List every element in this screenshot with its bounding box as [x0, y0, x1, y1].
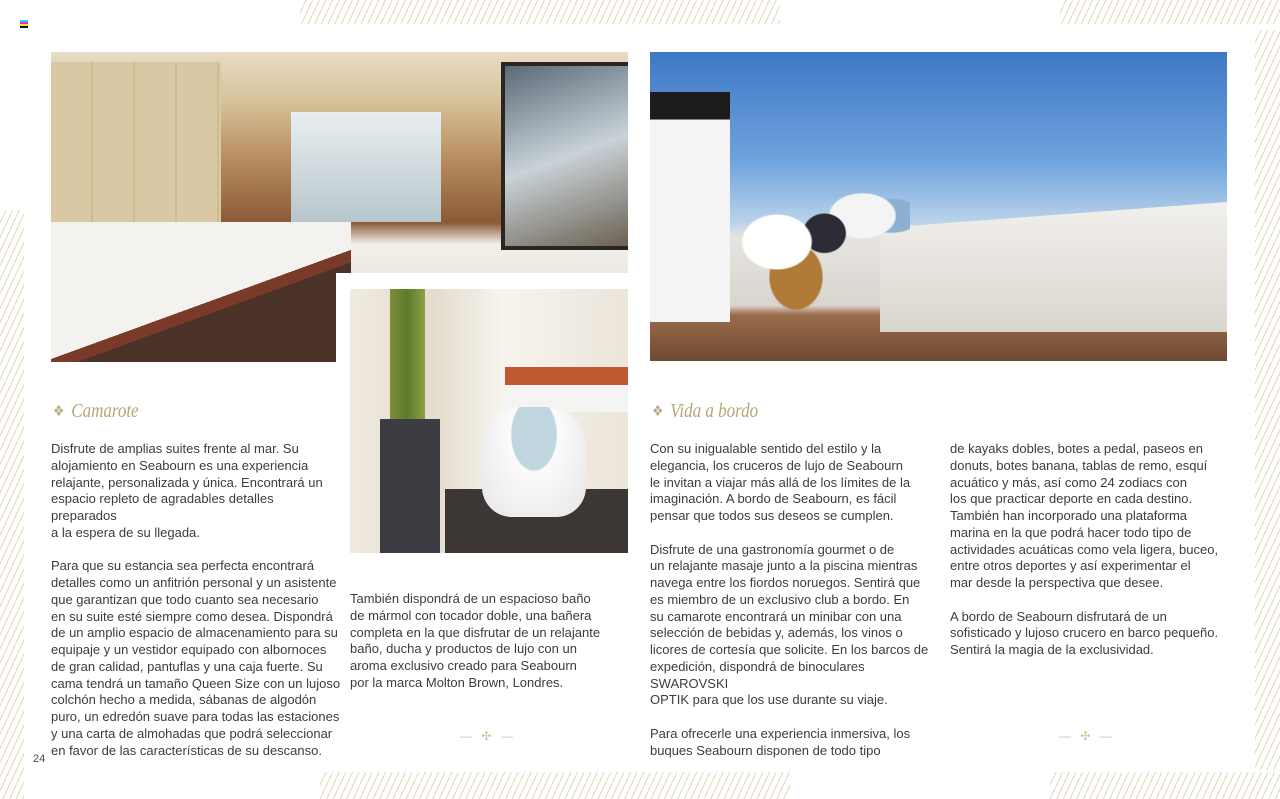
decorative-lines-top-right — [1060, 0, 1280, 24]
paragraph: Disfrute de amplias suites frente al mar. Su alojamiento en Seabourn es una experiencia relajante, personalizada y única. Encontrará un espacio repleto de agradables detalles preparados a la espera de su llegada. — [51, 441, 323, 540]
decorative-lines-bottom-right — [1050, 772, 1280, 799]
paragraph: A bordo de Seabourn disfrutará de un sofisticado y lujoso crucero en barco pequeño. Sentirá la magia de la exclusividad. — [950, 608, 1219, 657]
ornament-divider: — ✣ — — [1059, 729, 1115, 743]
vida-text-col1 — [650, 441, 940, 776]
ornament-icon: ❖ — [53, 404, 65, 420]
page-number: 24 — [33, 753, 46, 765]
bathroom-text — [350, 591, 635, 708]
decorative-lines-right — [1255, 30, 1280, 770]
ship-deck-photo — [650, 52, 1227, 361]
bathroom-photo — [350, 289, 628, 553]
paragraph: Para ofrecerle una experiencia inmersiva, los buques Seabourn disponen de todo tipo — [650, 725, 911, 758]
vida-text-col2 — [950, 441, 1240, 676]
paragraph: Disfrute de una gastronomía gourmet o de un relajante masaje junto a la piscina mientras navega entre los fiordos noruegos. Sentirá que es miembro de un exclusivo club a bordo. En su camarote encontrará un minibar con una selección de bebidas y, además, los vinos o licores de cortesía que solicite. En los barcos de expedición, dispondrá de binoculares SWAROVSKI OPTIK para que los use durante su viaje. — [650, 541, 929, 708]
ornament-icon: ❖ — [652, 404, 664, 420]
camarote-text — [51, 441, 341, 776]
paragraph: También dispondrá de un espacioso baño de mármol con tocador doble, una bañera completa en la que disfrutar de un relajante baño, ducha y productos de lujo con un aroma exclusivo creado para Seabourn por la marca Molton Brown, Londres. — [350, 591, 601, 690]
decorative-lines-top — [300, 0, 780, 24]
camarote-title: Camarote — [71, 400, 139, 422]
color-registration-icon — [20, 20, 28, 28]
vida-heading — [652, 400, 758, 423]
paragraph: Con su inigualable sentido del estilo y la elegancia, los cruceros de lujo de Seabourn le invitan a viajar más allá de los límites de la imaginación. A bordo de Seabourn, es fácil pensar que todos sus deseos se cumplen. — [650, 441, 911, 523]
decorative-lines-bottom — [320, 772, 790, 799]
paragraph: de kayaks dobles, botes a pedal, paseos en donuts, botes banana, tablas de remo, esquí acuático y más, así como 24 zodiacs con los que practicar deporte en cada destino. También han incorporado una plataforma marina en la que podrá hacer todo tipo de actividades acuáticas como vela ligera, buceo, entre otros deportes y así experimentar el mar desde la perspectiva que desee. — [950, 441, 1219, 590]
vida-title: Vida a bordo — [670, 400, 759, 422]
decorative-lines-left — [0, 210, 24, 799]
camarote-heading — [53, 400, 139, 423]
ornament-divider: — ✣ — — [460, 729, 516, 743]
paragraph: Para que su estancia sea perfecta encontrará detalles como un anfitrión personal y un asistente que garantizan que todo cuanto sea necesario en su suite esté siempre como desea. Dispondrá de un amplio espacio de almacenamiento para su equipaje y un vestidor equipado con albornoces de gran calidad, pantuflas y una caja fuerte. Su cama tendrá un tamaño Queen Size con un lujoso colchón hecho a medida, sábanas de algodón puro, un edredón suave para todas las estaciones y una carta de almohadas que podrá seleccionar en favor de las características de su descanso. — [51, 558, 341, 758]
